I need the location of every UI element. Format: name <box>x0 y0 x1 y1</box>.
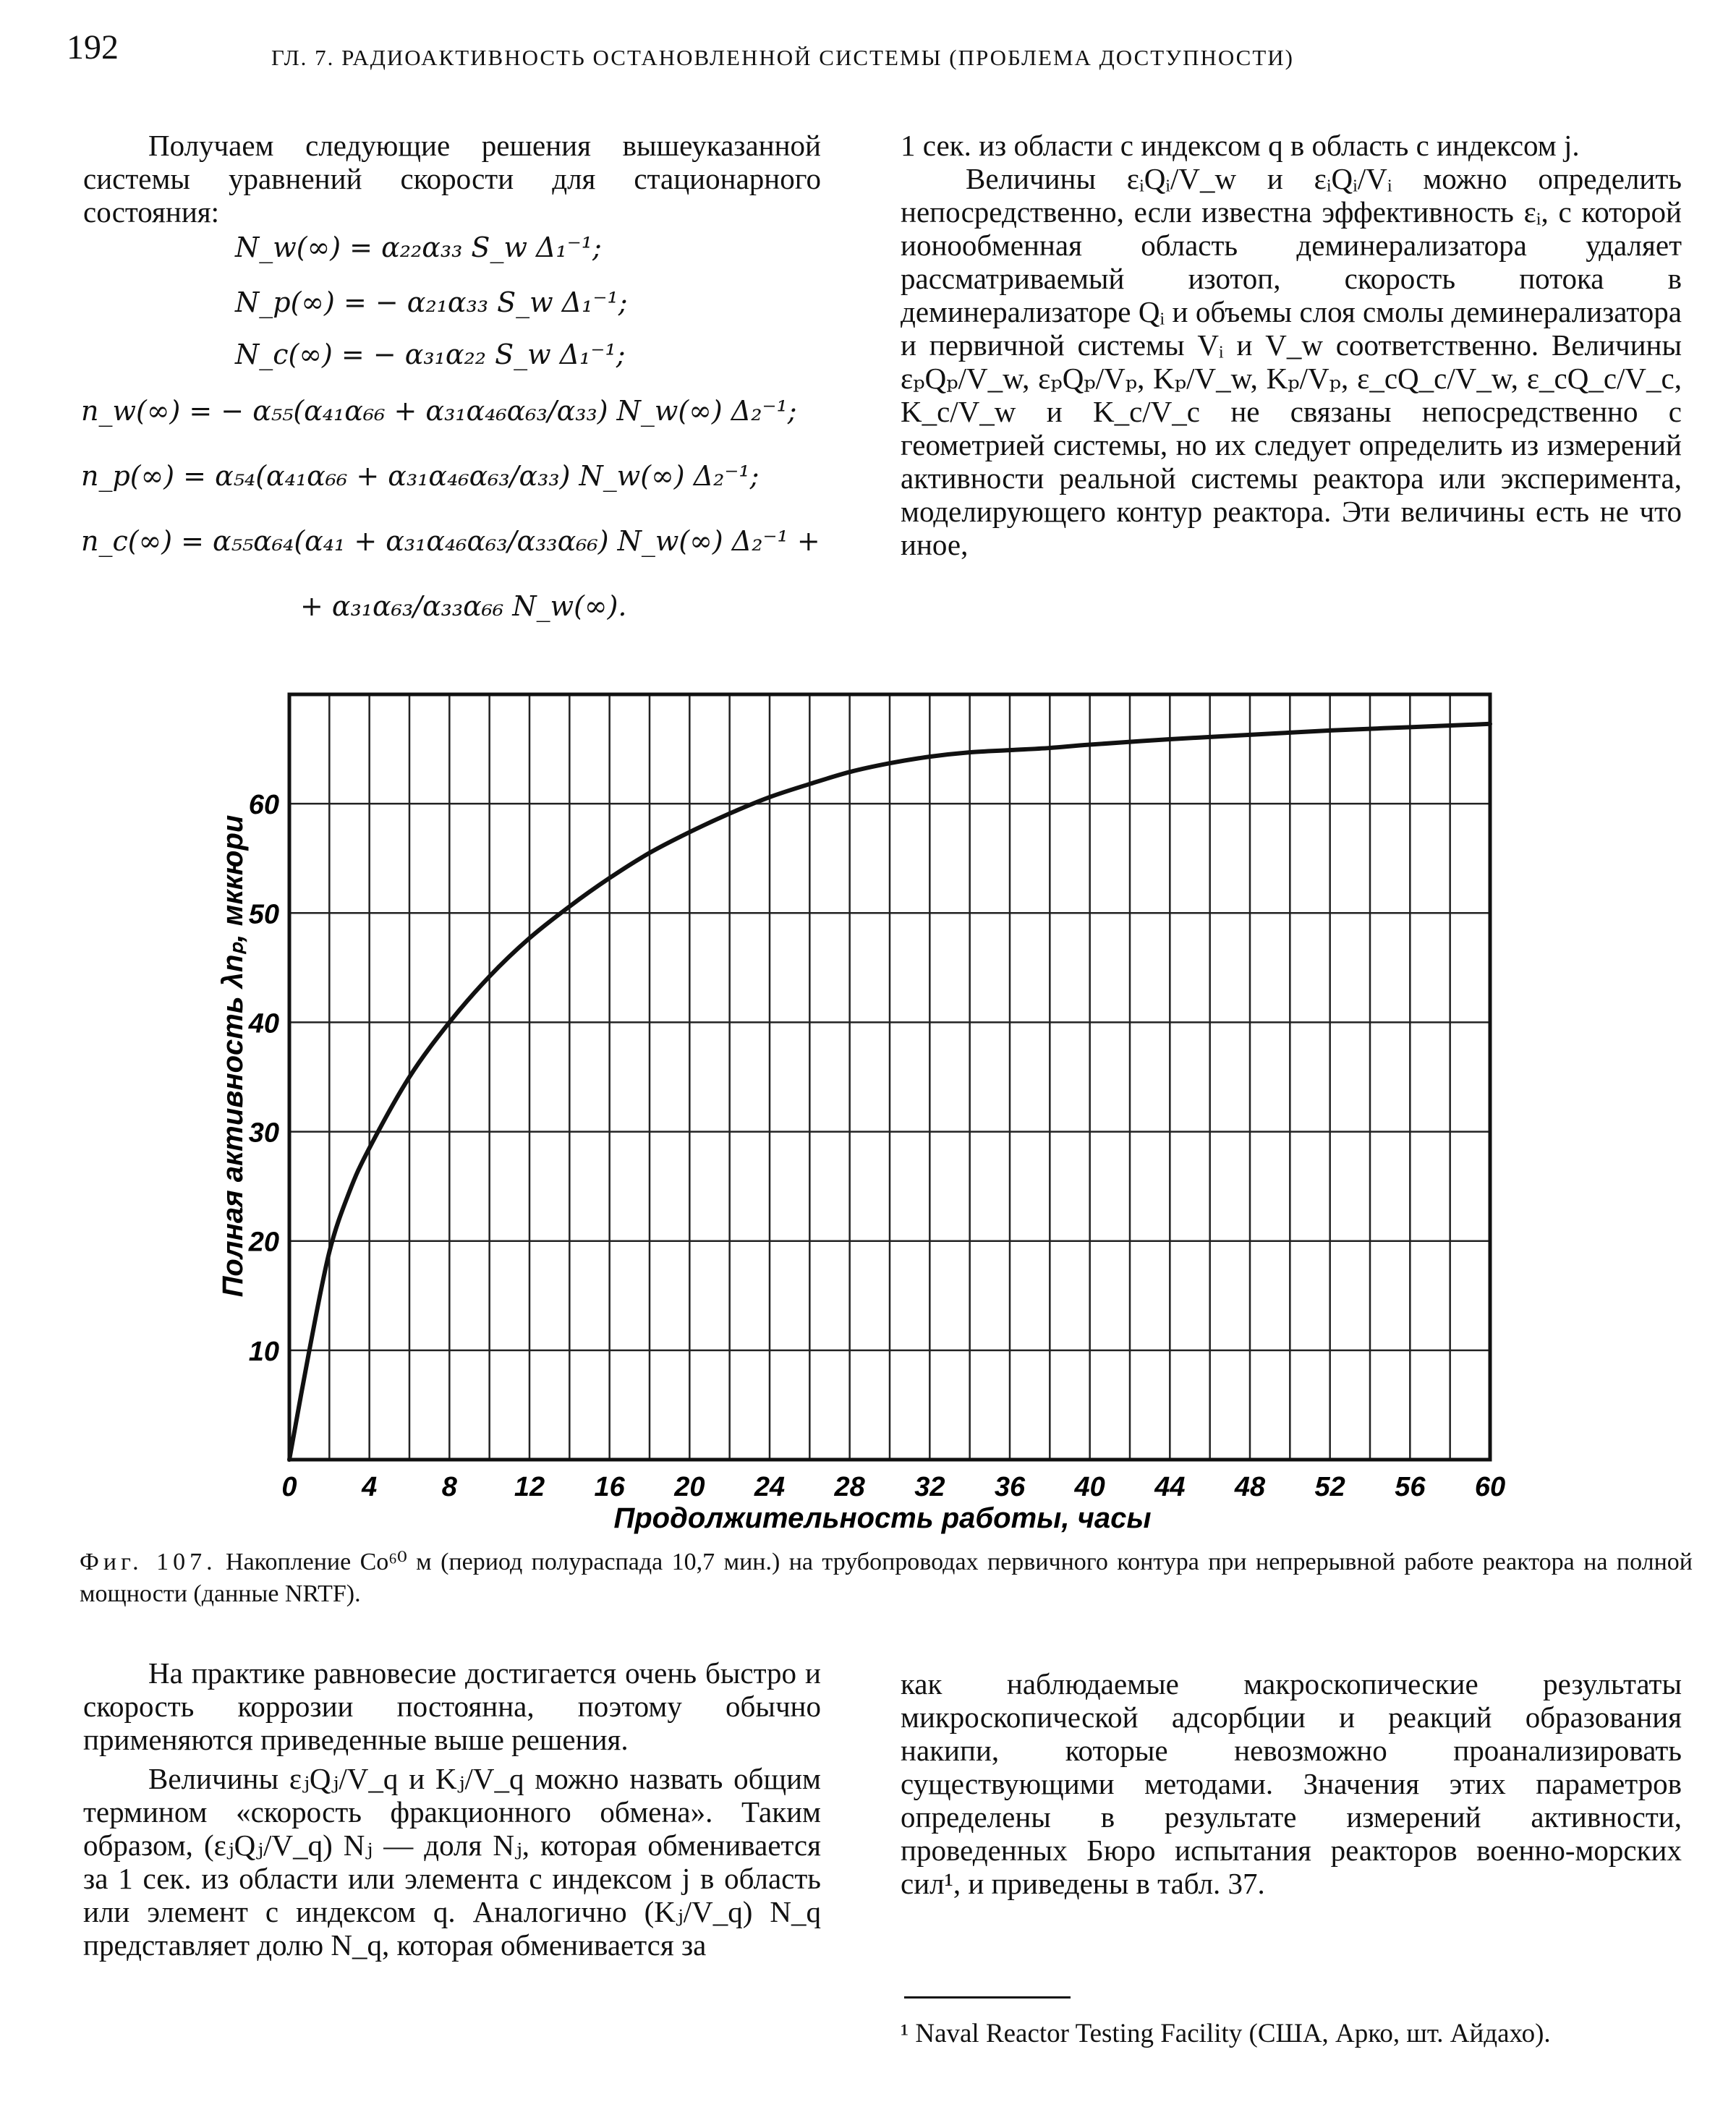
running-head: ГЛ. 7. РАДИОАКТИВНОСТЬ ОСТАНОВЛЕННОЙ СИСТЕМЫ (ПРОБЛЕМА ДОСТУПНОСТИ) <box>271 45 1294 70</box>
equation-small-nc: n_c(∞) = α₅₅α₆₄(α₄₁ + α₃₁α₄₆α₆₃/α₃₃α₆₆) N_w(∞) Δ₂⁻¹ + <box>81 525 820 557</box>
figure-label: Фиг. 107. <box>80 1549 217 1575</box>
equation-small-nw: n_w(∞) = − α₅₅(α₄₁α₆₆ + α₃₁α₄₆α₆₃/α₃₃) N_w(∞) Δ₂⁻¹; <box>81 395 797 427</box>
chart-tick-labels <box>248 790 1505 1502</box>
y-axis-label: Полная активность λnₚ, мккюри <box>217 814 249 1298</box>
y-tick-label: 30 <box>248 1118 279 1149</box>
y-tick-label: 50 <box>248 899 279 930</box>
left-column-bottom <box>83 1656 821 1962</box>
x-tick-label: 56 <box>1395 1472 1426 1502</box>
x-tick-label: 20 <box>674 1472 705 1502</box>
equation-nw: N_w(∞) = α₂₂α₃₃ S_w Δ₁⁻¹; <box>235 231 602 263</box>
y-tick-label: 60 <box>248 790 279 821</box>
y-tick-label: 20 <box>248 1227 279 1258</box>
right-bottom-paragraph: как наблюдаемые макроскопические результаты микроскопической адсорбции и реакций образования накипи, которые невозможно проанализировать существующими методами. Значения этих параметров определены в результате измерений активности, проведенных Бюро испытания реакторов военно-морских сил¹, и приведены в табл. 37. <box>901 1667 1682 1900</box>
footnote-divider <box>904 1996 1071 1999</box>
x-tick-label: 44 <box>1154 1472 1186 1502</box>
x-tick-label: 60 <box>1474 1472 1506 1502</box>
figure-caption-text: Накопление Co⁶⁰ м (период полураспада 10,7 мин.) на трубопроводах первичного контура при непрерывной работе реактора на полной мощности (данные NRTF). <box>80 1549 1693 1607</box>
footnote: ¹ Naval Reactor Testing Facility (США, Арко, шт. Айдахо). <box>901 2019 1551 2048</box>
x-tick-label: 8 <box>441 1472 457 1502</box>
right-column-bottom <box>901 1667 1682 1900</box>
y-tick-label: 40 <box>248 1008 279 1039</box>
intro-paragraph: Получаем следующие решения вышеуказанной системы уравнений скорости для стационарного состояния: <box>83 129 821 229</box>
y-tick-label: 10 <box>248 1336 279 1367</box>
x-tick-label: 36 <box>994 1472 1026 1502</box>
x-tick-label: 48 <box>1234 1472 1266 1502</box>
x-tick-label: 0 <box>281 1472 297 1502</box>
x-tick-label: 12 <box>514 1472 545 1502</box>
left-bottom-paragraph-1: На практике равновесие достигается очень быстро и скорость коррозии постоянна, поэтому обычно применяются приведенные выше решения. <box>83 1656 821 1756</box>
x-tick-label: 4 <box>362 1472 378 1502</box>
x-tick-label: 32 <box>914 1472 945 1502</box>
equation-nc: N_c(∞) = − α₃₁α₂₂ S_w Δ₁⁻¹; <box>235 339 626 370</box>
equation-small-nc-continued: + α₃₁α₆₃/α₃₃α₆₆ N_w(∞). <box>300 590 627 622</box>
right-paragraph-1: 1 сек. из области с индексом q в область с индексом j. <box>901 129 1580 162</box>
page-number: 192 <box>67 28 119 67</box>
equation-small-np: n_p(∞) = α₅₄(α₄₁α₆₆ + α₃₁α₄₆α₆₃/α₃₃) N_w(∞) Δ₂⁻¹; <box>81 460 760 492</box>
x-tick-label: 28 <box>834 1472 865 1502</box>
x-tick-label: 24 <box>754 1472 786 1502</box>
x-tick-label: 52 <box>1314 1472 1345 1502</box>
left-bottom-paragraph-2: Величины εⱼQⱼ/V_q и Kⱼ/V_q можно назвать общим термином «скорость фракционного обмена». Таким образом, (εⱼQⱼ/V_q) Nⱼ — доля Nⱼ, которая обменивается за 1 сек. из области или элемента с индексом j в область или элемент с индексом q. Аналогично (Kⱼ/V_q) N_q представляет долю N_q, которая обменивается за <box>83 1762 821 1962</box>
chart-grid <box>289 694 1490 1460</box>
x-tick-label: 40 <box>1074 1472 1105 1502</box>
x-tick-label: 16 <box>594 1472 625 1502</box>
figure-caption <box>80 1546 1693 1610</box>
equation-np: N_p(∞) = − α₂₁α₃₃ S_w Δ₁⁻¹; <box>235 286 628 318</box>
right-paragraph-2: Величины εᵢQᵢ/V_w и εᵢQᵢ/Vᵢ можно определить непосредственно, если известна эффективность εᵢ, с которой ионообменная область деминерализатора удаляет рассматриваемый изотоп, скорость потока в деминерализаторе Qᵢ и объемы слоя смолы деминерализатора и первичной системы Vᵢ и V_w соответственно. Величины εₚQₚ/V_w, εₚQₚ/Vₚ, Kₚ/V_w, Kₚ/Vₚ, ε_cQ_c/V_w, ε_cQ_c/V_c, K_c/V_w и K_c/V_c не связаны непосредственно с геометрией системы, но их следует определить из измерений активности реальной системы реактора или эксперимента, моделирующего контур реактора. Эти величины есть не что иное, <box>901 162 1682 561</box>
x-axis-label: Продолжительность работы, часы <box>613 1502 1152 1534</box>
